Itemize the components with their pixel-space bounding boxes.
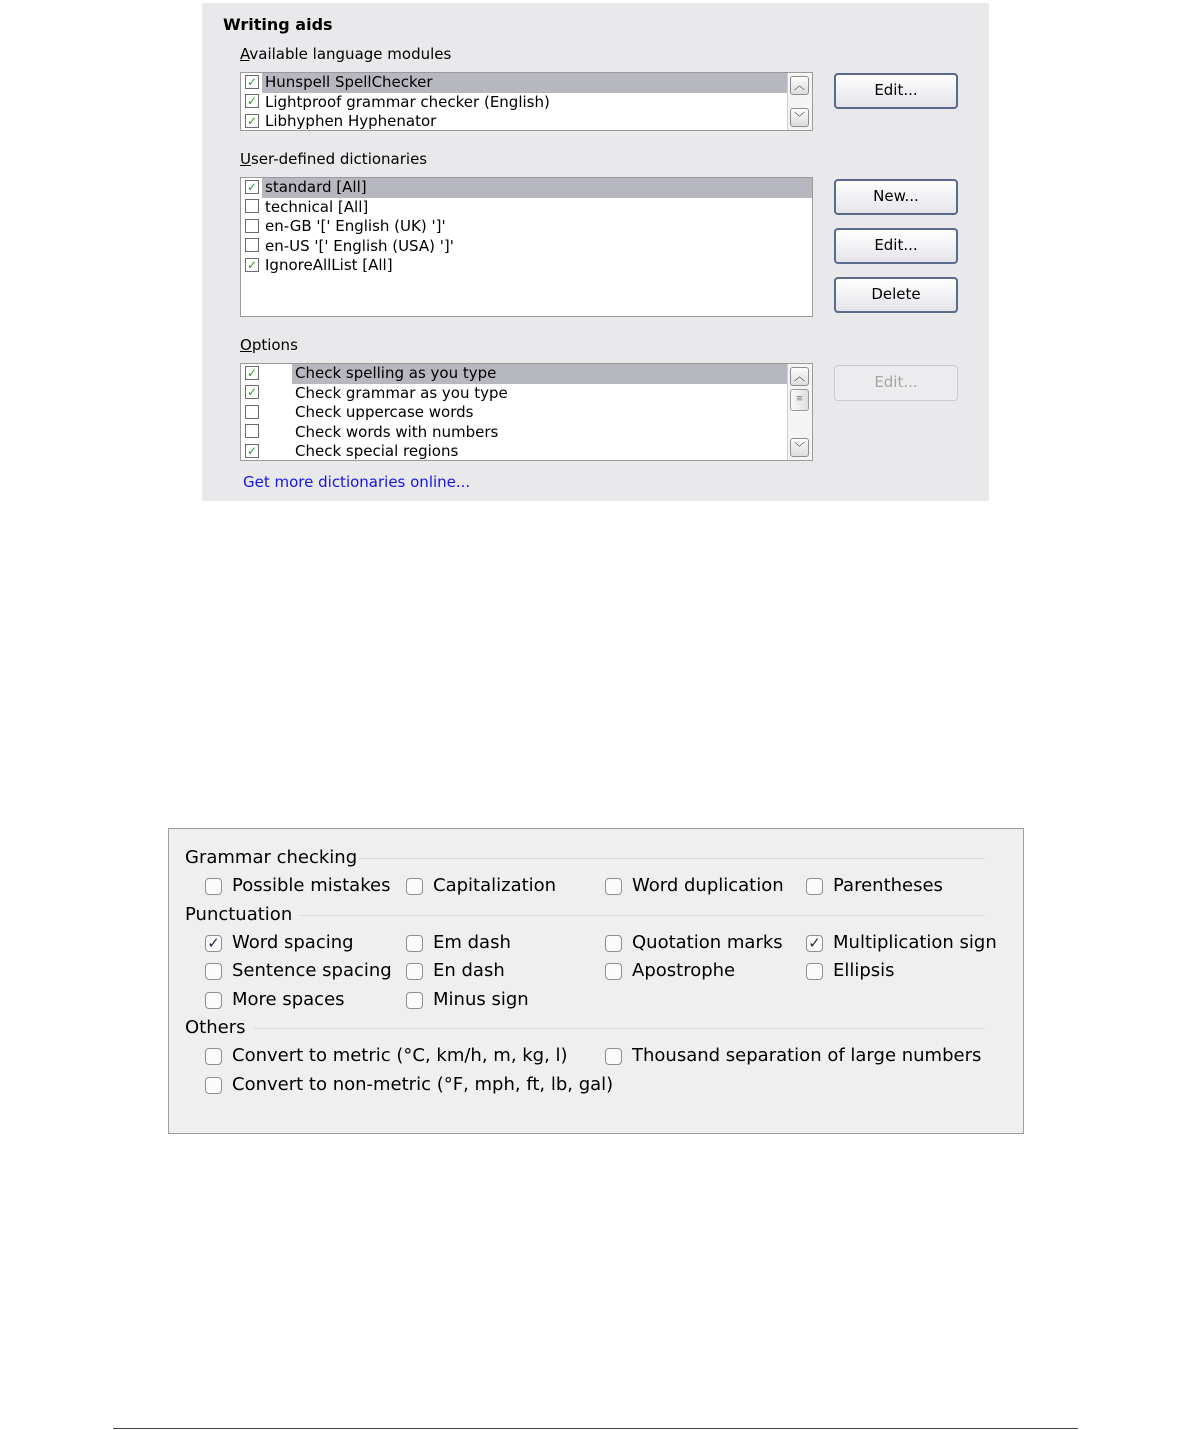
checkbox[interactable] bbox=[605, 935, 622, 952]
scroll-down-icon[interactable]: ﹀ bbox=[790, 438, 809, 457]
list-item[interactable] bbox=[241, 112, 788, 131]
list-item[interactable] bbox=[241, 442, 788, 461]
list-item[interactable] bbox=[241, 364, 788, 384]
list-item[interactable] bbox=[241, 217, 812, 237]
scroll-thumb[interactable]: ≡ bbox=[790, 389, 809, 411]
section-divider bbox=[299, 915, 985, 916]
checked-checkbox[interactable]: ✓ bbox=[806, 935, 823, 952]
list-item[interactable] bbox=[241, 198, 812, 218]
option-label: Convert to non-metric (°F, mph, ft, lb, gal) bbox=[232, 1073, 614, 1095]
list-item[interactable] bbox=[241, 73, 788, 93]
checkbox[interactable]: ✓ bbox=[246, 179, 258, 194]
option-label: Apostrophe bbox=[632, 960, 736, 981]
list-item-label: technical [All] bbox=[265, 197, 369, 216]
list-item-label: Check words with numbers bbox=[295, 422, 499, 441]
writing-aids-panel bbox=[202, 3, 989, 501]
list-item[interactable] bbox=[241, 93, 788, 113]
list-item-label: Hunspell SpellChecker bbox=[262, 73, 788, 93]
list-item-label: en-GB '[' English (UK) ']' bbox=[265, 217, 446, 236]
options-scrollbar[interactable] bbox=[787, 364, 812, 460]
list-item[interactable] bbox=[241, 423, 788, 443]
grammar-options-panel bbox=[168, 828, 1024, 1134]
user-dictionaries-list[interactable] bbox=[240, 177, 813, 317]
checkbox[interactable] bbox=[245, 405, 259, 419]
list-item[interactable] bbox=[241, 403, 788, 423]
edit-dictionary-button[interactable]: Edit... bbox=[834, 228, 958, 264]
option-label: Thousand separation of large numbers bbox=[632, 1045, 982, 1066]
list-item-label: Check grammar as you type bbox=[295, 383, 508, 402]
checkbox[interactable] bbox=[406, 878, 423, 895]
section-divider bbox=[254, 1028, 985, 1029]
checkbox[interactable] bbox=[806, 878, 823, 895]
checkbox[interactable] bbox=[205, 1048, 222, 1065]
list-item-label: Check special regions bbox=[295, 442, 459, 461]
list-item[interactable] bbox=[241, 384, 788, 404]
writing-aids-title: Writing aids bbox=[223, 15, 333, 34]
section-divider bbox=[359, 858, 985, 859]
checkbox[interactable]: ✓ bbox=[246, 113, 258, 128]
option-label: Minus sign bbox=[433, 988, 529, 1010]
option-label: Ellipsis bbox=[833, 960, 895, 981]
section-title: Punctuation bbox=[185, 903, 293, 925]
checkbox[interactable]: ✓ bbox=[246, 257, 258, 272]
list-item[interactable] bbox=[241, 178, 812, 198]
list-item-label: Libhyphen Hyphenator bbox=[265, 112, 437, 131]
list-item-label: Check spelling as you type bbox=[292, 364, 788, 384]
checkbox[interactable] bbox=[245, 424, 259, 438]
option-label: More spaces bbox=[232, 988, 345, 1010]
checkbox[interactable] bbox=[605, 1048, 622, 1065]
checkbox[interactable] bbox=[406, 963, 423, 980]
section-title: Others bbox=[185, 1017, 246, 1038]
modules-edit-button[interactable]: Edit... bbox=[834, 73, 958, 109]
page-divider bbox=[113, 1428, 1078, 1429]
option-label: Convert to metric (°C, km/h, m, kg, l) bbox=[232, 1045, 568, 1066]
checkbox[interactable] bbox=[245, 199, 259, 213]
checkbox[interactable]: ✓ bbox=[246, 385, 258, 400]
scroll-up-icon[interactable]: ︿ bbox=[790, 367, 809, 386]
checkbox[interactable] bbox=[605, 963, 622, 980]
scroll-down-icon[interactable]: ﹀ bbox=[790, 108, 809, 127]
scroll-up-icon[interactable]: ︿ bbox=[790, 76, 809, 95]
new-dictionary-button[interactable]: New... bbox=[834, 179, 958, 215]
checked-checkbox[interactable]: ✓ bbox=[205, 935, 222, 952]
list-item-label: IgnoreAllList [All] bbox=[265, 256, 393, 275]
checkbox[interactable]: ✓ bbox=[246, 74, 258, 89]
checkbox[interactable] bbox=[245, 219, 259, 233]
option-label: Possible mistakes bbox=[232, 875, 391, 896]
user-dictionaries-label: User-defined dictionaries bbox=[240, 150, 428, 168]
list-item-label: standard [All] bbox=[262, 178, 812, 198]
delete-dictionary-button[interactable]: Delete bbox=[834, 277, 958, 313]
checkbox[interactable] bbox=[205, 878, 222, 895]
option-label: Capitalization bbox=[433, 875, 557, 896]
option-label: Word spacing bbox=[232, 931, 354, 953]
language-modules-label: Available language modules bbox=[240, 45, 452, 63]
language-modules-list[interactable] bbox=[240, 72, 813, 131]
list-item-label: en-US '[' English (USA) ']' bbox=[265, 236, 454, 255]
option-label: Quotation marks bbox=[632, 931, 783, 953]
checkbox[interactable] bbox=[806, 963, 823, 980]
option-label: Em dash bbox=[433, 931, 511, 953]
checkbox[interactable] bbox=[605, 878, 622, 895]
option-label: Sentence spacing bbox=[232, 960, 392, 981]
checkbox[interactable] bbox=[205, 992, 222, 1009]
checkbox[interactable]: ✓ bbox=[246, 443, 258, 458]
options-list[interactable] bbox=[240, 363, 813, 461]
checkbox[interactable]: ✓ bbox=[246, 365, 258, 380]
list-item-label: Check uppercase words bbox=[295, 403, 474, 422]
list-item[interactable] bbox=[241, 237, 812, 257]
modules-scrollbar[interactable] bbox=[787, 73, 812, 130]
checkbox[interactable] bbox=[406, 992, 423, 1009]
checkbox[interactable] bbox=[406, 935, 423, 952]
list-item[interactable] bbox=[241, 256, 812, 276]
checkbox[interactable]: ✓ bbox=[246, 94, 258, 109]
option-label: Parentheses bbox=[833, 875, 943, 896]
options-edit-button[interactable]: Edit... bbox=[834, 365, 958, 401]
checkbox[interactable] bbox=[245, 238, 259, 252]
list-item-label: Lightproof grammar checker (English) bbox=[265, 92, 550, 111]
checkbox[interactable] bbox=[205, 963, 222, 980]
checkbox[interactable] bbox=[205, 1077, 222, 1094]
option-label: Multiplication sign bbox=[833, 931, 997, 953]
option-label: En dash bbox=[433, 960, 505, 981]
section-title: Grammar checking bbox=[185, 847, 358, 868]
option-label: Word duplication bbox=[632, 875, 784, 896]
options-label: Options bbox=[240, 336, 298, 354]
more-dictionaries-link[interactable]: Get more dictionaries online... bbox=[243, 473, 471, 491]
